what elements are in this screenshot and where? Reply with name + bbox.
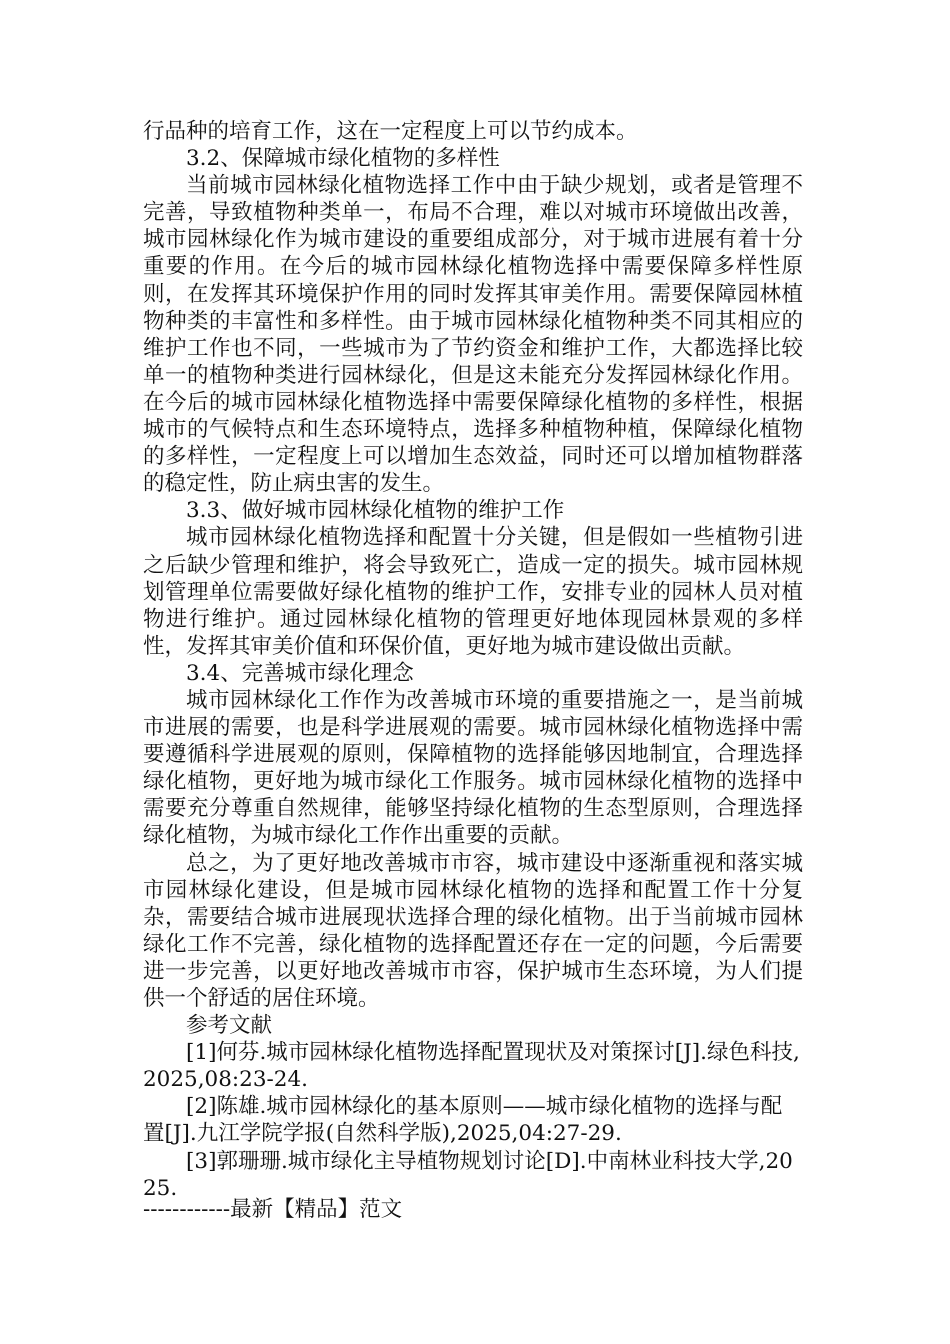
section-body-3-2: 当前城市园林绿化植物选择工作中由于缺少规划，或者是管理不完善，导致植物种类单一，布局不合理，难以对城市环境做出改善，城市园林绿化作为城市建设的重要组成部分，对于城市进展有着十分重要的作用。在今后的城市园林绿化植物选择中需要保障多样性原则，在发挥其环境保护作用的同时发挥其审美作用。需要保障园林植物种类的丰富性和多样性。由于城市园林绿化植物种类不同其相应的维护工作也不同，一些城市为了节约资金和维护工作，大都选择比较单一的植物种类进行园林绿化，但是这未能充分发挥园林绿化作用。在今后的城市园林绿化植物选择中需要保障绿化植物的多样性，根据城市的气候特点和生态环境特点，选择多种植物种植，保障绿化植物的多样性，一定程度上可以增加生态效益，同时还可以增加植物群落的稳定性，防止病虫害的发生。 bbox=[143, 173, 803, 497]
section-heading-3-4: 3.4、完善城市绿化理念 bbox=[186, 660, 414, 686]
reference-item-2: [2]陈雄.城市园林绿化的基本原则——城市绿化植物的选择与配置[J].九江学院学报(自然科学版),2025,04:27-29. bbox=[143, 1094, 783, 1147]
conclusion-paragraph: 总之，为了更好地改善城市市容，城市建设中逐渐重视和落实城市园林绿化建设，但是城市园林绿化植物的选择和配置工作十分复杂，需要结合城市进展现状选择合理的绿化植物。出于当前城市园林绿化工作不完善，绿化植物的选择配置还存在一定的问题，今后需要进一步完善，以更好地改善城市市容，保护城市生态环境，为人们提供一个舒适的居住环境。 bbox=[143, 850, 803, 1011]
section-heading-3-2: 3.2、保障城市绿化植物的多样性 bbox=[186, 146, 500, 172]
page-footer: ------------最新【精品】范文 bbox=[143, 1197, 403, 1222]
section-body-3-4: 城市园林绿化工作作为改善城市环境的重要措施之一，是当前城市进展的需要，也是科学进展观的需要。城市园林绿化植物选择中需要遵循科学进展观的原则，保障植物的选择能够因地制宜，合理选择绿化植物，更好地为城市绿化工作服务。城市园林绿化植物的选择中需要充分尊重自然规律，能够坚持绿化植物的生态型原则，合理选择绿化植物，为城市绿化工作作出重要的贡献。 bbox=[143, 687, 803, 849]
continuation-paragraph: 行品种的培育工作，这在一定程度上可以节约成本。 bbox=[143, 119, 638, 144]
references-heading: 参考文献 bbox=[186, 1013, 273, 1039]
reference-item-3: [3]郭珊珊.城市绿化主导植物规划讨论[D].中南林业科技大学,2025. bbox=[143, 1148, 793, 1201]
reference-item-1: [1]何芬.城市园林绿化植物选择配置现状及对策探讨[J].绿色科技,2025,08:23-24. bbox=[143, 1040, 800, 1093]
section-heading-3-3: 3.3、做好城市园林绿化植物的维护工作 bbox=[186, 498, 565, 524]
document-body bbox=[143, 118, 803, 1202]
section-body-3-3: 城市园林绿化植物选择和配置十分关键，但是假如一些植物引进之后缺少管理和维护，将会导致死亡，造成一定的损失。城市园林规划管理单位需要做好绿化植物的维护工作，安排专业的园林人员对植物进行维护。通过园林绿化植物的管理更好地体现园林景观的多样性，发挥其审美价值和环保价值，更好地为城市建设做出贡献。 bbox=[143, 525, 803, 659]
